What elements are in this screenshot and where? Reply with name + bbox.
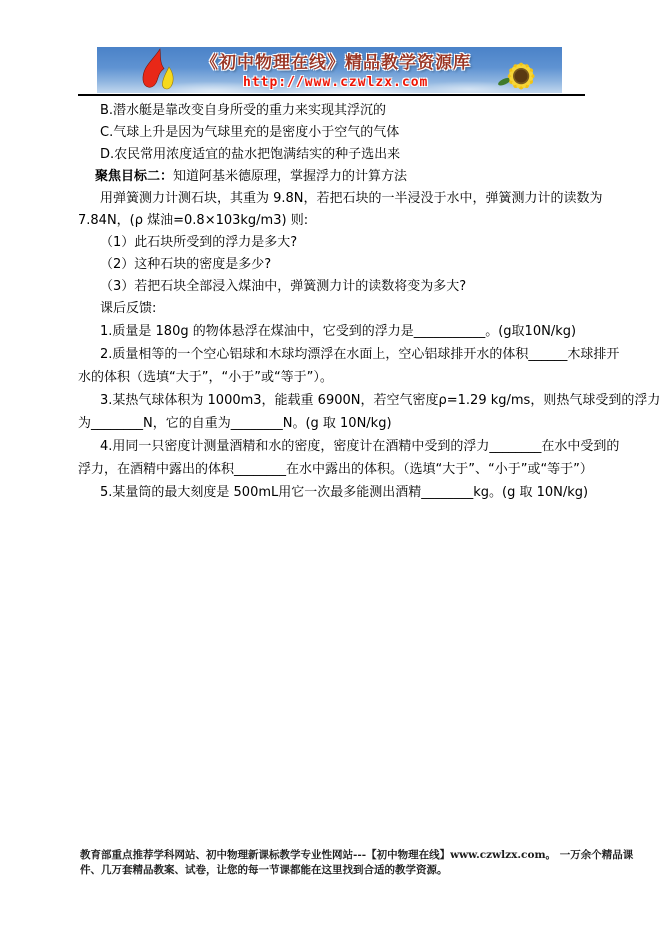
exercise-5: 5.某量筒的最大刻度是 500mL用它一次最多能测出酒精________kg。(g 取 10N/kg) [100,485,589,500]
sub-question-1: （1）此石块所受到的浮力是多大? [100,235,298,250]
worksheet-body [78,100,661,504]
exercise-1: 1.质量是 180g 的物体悬浮在煤油中，它受到的浮力是___________。(g取10N/kg) [100,324,577,339]
site-footer [80,848,634,878]
exercise-3-line-2: 为________N，它的自重为________N。(g 取 10N/kg) [78,416,392,431]
problem-line-2: 7.84N，(ρ 煤油=0.8×103kg/m3) 则: [78,213,309,228]
option-d: D.农民常用浓度适宜的盐水把饱满结实的种子选出来 [100,147,401,162]
focus-goal-label: 聚焦目标二： [95,169,174,184]
focus-goal-text: 知道阿基米德原理，掌握浮力的计算方法 [173,169,408,184]
banner-title: 《初中物理在线》精品教学资源库 [201,53,471,73]
feedback-heading: 课后反馈: [100,301,157,316]
option-b: B.潜水艇是靠改变自身所受的重力来实现其浮沉的 [100,103,387,118]
header-divider-rule [78,94,585,96]
focus-goal-heading [78,166,598,188]
option-c: C.气球上升是因为气球里充的是密度小于空气的气体 [100,125,400,140]
flame-logo-icon [133,48,181,92]
site-banner [97,47,562,93]
exercise-2-line-1: 2.质量相等的一个空心铝球和木球均漂浮在水面上，空心铝球排开水的体积______木球排开 [100,347,620,362]
sub-question-3: （3）若把石块全部浸入煤油中，弹簧测力计的读数将变为多大? [100,279,467,294]
banner-url-link[interactable]: http://www.czwlzx.com [243,75,429,90]
sunflower-icon [492,47,548,93]
exercise-4-line-1: 4.用同一只密度计测量酒精和水的密度，密度计在酒精中受到的浮力________在水中受到的 [100,439,620,454]
problem-line-1: 用弹簧测力计测石块，其重为 9.8N，若把石块的一半浸没于水中，弹簧测力计的读数为 [100,191,603,206]
footer-line-2: 件、几万套精品教案、试卷，让您的每一节课都能在这里找到合适的教学资源。 [80,864,448,876]
footer-line-1: 教育部重点推荐学科网站、初中物理新课标教学专业性网站---【初中物理在线】www.czwlzx.com。 一万余个精品课 [80,849,634,861]
exercise-2-line-2: 水的体积（选填“大于”，“小于”或“等于”）。 [78,370,333,385]
sub-question-2: （2）这种石块的密度是多少? [100,257,272,272]
exercise-3-line-1: 3.某热气球体积为 1000m3，能载重 6900N，若空气密度ρ=1.29 kg/ms，则热气球受到的浮力 [100,393,661,408]
exercise-4-line-2: 浮力，在酒精中露出的体积________在水中露出的体积。（选填“大于”、“小于”或“等于”） [78,462,593,477]
